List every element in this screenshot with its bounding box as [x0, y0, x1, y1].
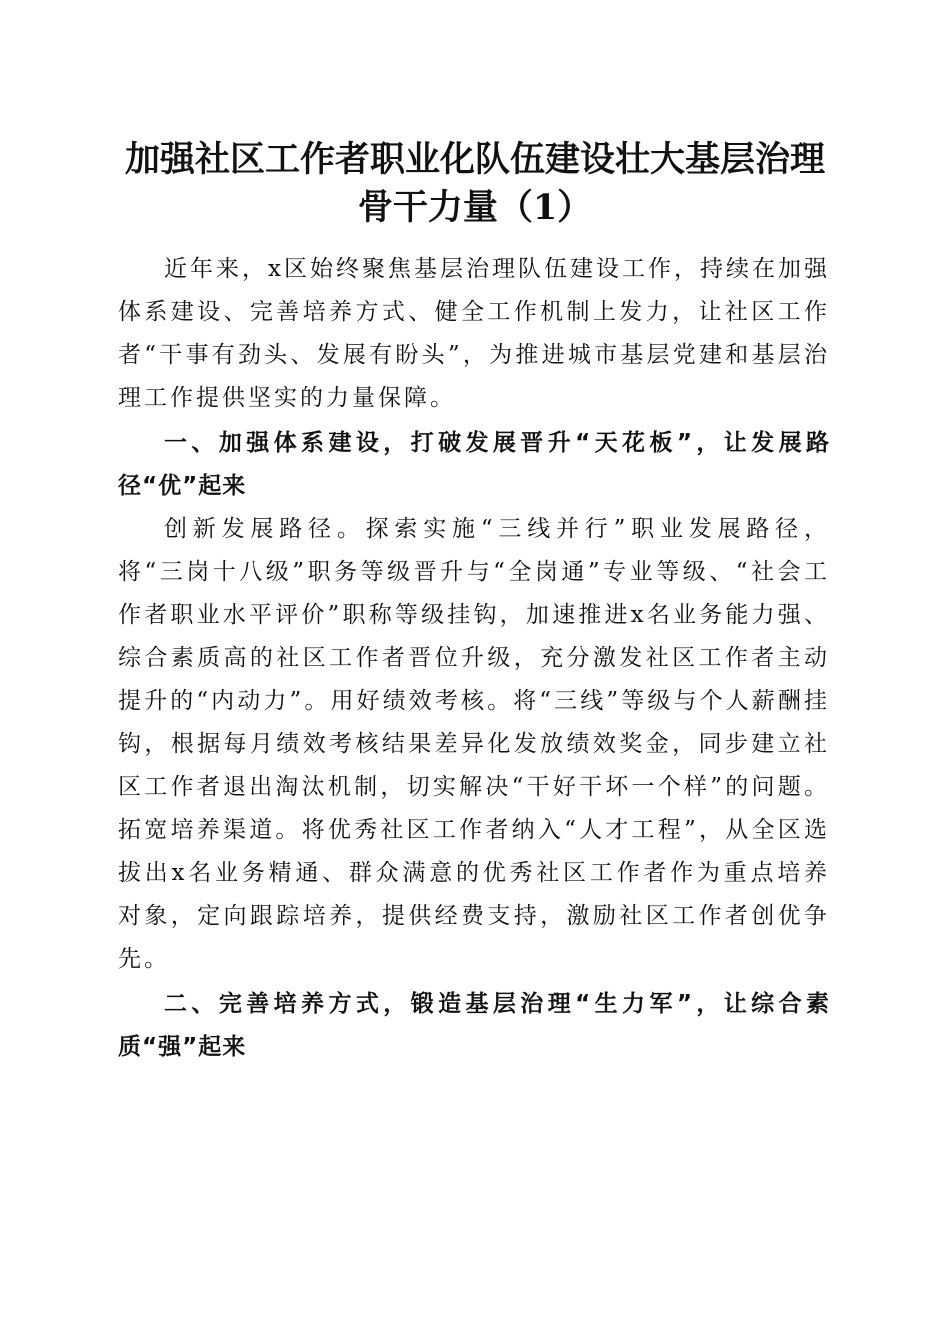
section-2-heading: 二、完善培养方式，锻造基层治理“生力军”，让综合素质“强”起来: [118, 991, 830, 1060]
document-body: [118, 248, 830, 1069]
document-title: [90, 136, 860, 232]
title-line-1: 加强社区工作者职业化队伍建设壮大基层治理: [124, 139, 825, 180]
intro-paragraph: 近年来，x区始终聚焦基层治理队伍建设工作，持续在加强体系建设、完善培养方式、健全工作机制上发力，让社区工作者“干事有劲头、发展有盼头”，为推进城市基层党建和基层治理工作提供坚实的力量保障。: [118, 256, 830, 411]
title-line-2: 骨干力量（1）: [357, 187, 593, 228]
section-1-heading: 一、加强体系建设，打破发展晋升“天花板”，让发展路径“优”起来: [118, 430, 830, 499]
section-1-paragraph: 创新发展路径。探索实施“三线并行”职业发展路径，将“三岗十八级”职务等级晋升与“全岗通”专业等级、“社会工作者职业水平评价”职称等级挂钩，加速推进x名业务能力强、综合素质高的社区工作者晋位升级，充分激发社区工作者主动提升的“内动力”。用好绩效考核。将“三线”等级与个人薪酬挂钩，根据每月绩效考核结果差异化发放绩效奖金，同步建立社区工作者退出淘汰机制，切实解决“干好干坏一个样”的问题。拓宽培养渠道。将优秀社区工作者纳入“人才工程”，从全区选拔出x名业务精通、群众满意的优秀社区工作者作为重点培养对象，定向跟踪培养，提供经费支持，激励社区工作者创优争先。: [118, 516, 830, 972]
